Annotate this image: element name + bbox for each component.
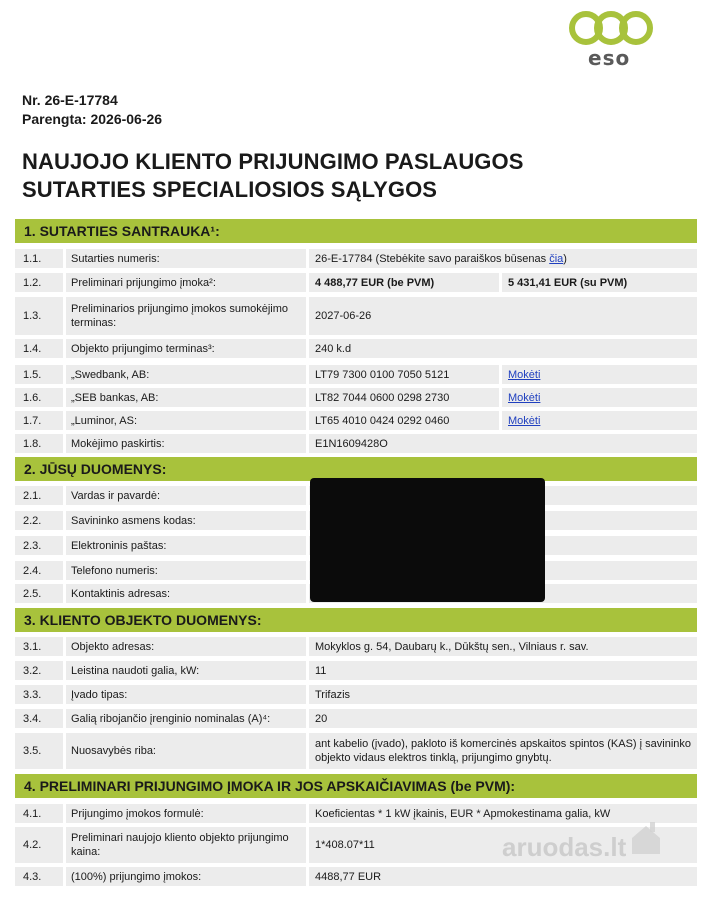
title-line-1: NAUJOJO KLIENTO PRIJUNGIMO PASLAUGOS [22, 149, 524, 174]
row-label: Objekto adresas: [66, 637, 306, 656]
row-number: 4.2. [15, 827, 63, 863]
row-label: „Swedbank, AB: [66, 365, 306, 384]
row-number: 3.3. [15, 685, 63, 704]
section-2-heading: 2. JŪSŲ DUOMENYS: [15, 457, 697, 481]
row-value: 20 [309, 709, 697, 728]
house-icon [626, 818, 666, 858]
row-number: 1.4. [15, 339, 63, 358]
table-row [15, 339, 697, 358]
row-label: Elektroninis paštas: [66, 536, 306, 555]
row-value: Trifazis [309, 685, 697, 704]
logo-text: eso [588, 46, 631, 70]
row-label: Vardas ir pavardė: [66, 486, 306, 505]
contract-number-tail: ) [563, 252, 567, 265]
row-value: 240 k.d [309, 339, 697, 358]
row-number: 2.5. [15, 584, 63, 603]
row-label: „Luminor, AS: [66, 411, 306, 430]
row-label: Leistina naudoti galia, kW: [66, 661, 306, 680]
table-row [15, 297, 697, 335]
table-row [15, 685, 697, 704]
row-value: E1N1609428O [309, 434, 697, 453]
row-value: Koeficientas * 1 kW įkainis, EUR * Apmokestinama galia, kW [309, 804, 697, 823]
status-link[interactable]: čia [549, 252, 564, 265]
watermark-text: aruodas.lt [502, 832, 627, 862]
row-label: Preliminari prijungimo įmoka²: [66, 273, 306, 292]
row-label: Galią ribojančio įrenginio nominalas (A)⁴: [66, 709, 306, 728]
redaction-block [310, 478, 545, 602]
row-number: 2.4. [15, 561, 63, 580]
row-label: Įvado tipas: [66, 685, 306, 704]
amount-with-vat: 5 431,41 EUR (su PVM) [502, 273, 697, 292]
row-label: Preliminari naujojo kliento objekto prijungimo kaina: [66, 827, 306, 863]
table-row [15, 709, 697, 728]
contract-number-text: 26-E-17784 (Stebėkite savo paraiškos būsenas [315, 252, 550, 265]
row-number: 3.5. [15, 733, 63, 769]
row-number: 1.5. [15, 365, 63, 384]
table-row [15, 365, 697, 384]
title-line-2: SUTARTIES SPECIALIOSIOS SĄLYGOS [22, 177, 438, 202]
row-label: Savininko asmens kodas: [66, 511, 306, 530]
section-4-heading: 4. PRELIMINARI PRIJUNGIMO ĮMOKA IR JOS APSKAIČIAVIMAS (be PVM): [15, 774, 697, 798]
row-value [309, 249, 697, 268]
document-number: Nr. 26-E-17784 [22, 92, 118, 108]
table-row [15, 434, 697, 453]
section-1-heading: 1. SUTARTIES SANTRAUKA¹: [15, 219, 697, 243]
row-value: ant kabelio (įvado), pakloto iš komercinės apskaitos spintos (KAS) į savininko objekto vidaus elektros tinklą, prijungimo gnybtų. [309, 733, 697, 769]
row-number: 2.1. [15, 486, 63, 505]
pay-link-swedbank[interactable]: Mokėti [508, 368, 541, 381]
row-value: 2027-06-26 [309, 297, 697, 335]
table-row [15, 867, 697, 886]
pay-link-luminor[interactable]: Mokėti [508, 414, 541, 427]
row-number: 1.1. [15, 249, 63, 268]
row-number: 2.3. [15, 536, 63, 555]
row-number: 4.3. [15, 867, 63, 886]
row-label: „SEB bankas, AB: [66, 388, 306, 407]
row-number: 2.2. [15, 511, 63, 530]
row-number: 1.6. [15, 388, 63, 407]
row-number: 1.3. [15, 297, 63, 335]
row-label: Preliminarios prijungimo įmokos sumokėjimo terminas: [66, 297, 306, 335]
row-label: Kontaktinis adresas: [66, 584, 306, 603]
row-number: 3.2. [15, 661, 63, 680]
row-number: 3.1. [15, 637, 63, 656]
table-row [15, 733, 697, 769]
row-label: (100%) prijungimo įmokos: [66, 867, 306, 886]
document-meta [22, 91, 162, 129]
table-row [15, 661, 697, 680]
iban-value: LT65 4010 0424 0292 0460 [309, 411, 499, 430]
table-row [15, 388, 697, 407]
row-number: 4.1. [15, 804, 63, 823]
table-row [15, 637, 697, 656]
prepared-date: Parengta: 2026-06-26 [22, 111, 163, 127]
pay-link-cell [502, 388, 697, 407]
row-label: Telefono numeris: [66, 561, 306, 580]
amount-without-vat: 4 488,77 EUR (be PVM) [309, 273, 499, 292]
row-value: 11 [309, 661, 697, 680]
table-row [15, 249, 697, 268]
row-number: 1.2. [15, 273, 63, 292]
section-3-heading: 3. KLIENTO OBJEKTO DUOMENYS: [15, 608, 697, 632]
row-label: Sutarties numeris: [66, 249, 306, 268]
row-number: 1.8. [15, 434, 63, 453]
pay-link-cell [502, 365, 697, 384]
row-value: Mokyklos g. 54, Daubarų k., Dūkštų sen., Vilniaus r. sav. [309, 637, 697, 656]
row-label: Mokėjimo paskirtis: [66, 434, 306, 453]
table-row [15, 411, 697, 430]
row-label: Nuosavybės riba: [66, 733, 306, 769]
row-number: 1.7. [15, 411, 63, 430]
iban-value: LT79 7300 0100 7050 5121 [309, 365, 499, 384]
table-row [15, 804, 697, 823]
row-number: 3.4. [15, 709, 63, 728]
document-title [22, 148, 524, 204]
row-value: 4488,77 EUR [309, 867, 697, 886]
row-label: Prijungimo įmokos formulė: [66, 804, 306, 823]
row-value: 1*408.07*11 [309, 827, 697, 863]
pay-link-cell [502, 411, 697, 430]
row-label: Objekto prijungimo terminas³: [66, 339, 306, 358]
table-row [15, 273, 697, 292]
iban-value: LT82 7044 0600 0298 2730 [309, 388, 499, 407]
pay-link-seb[interactable]: Mokėti [508, 391, 541, 404]
